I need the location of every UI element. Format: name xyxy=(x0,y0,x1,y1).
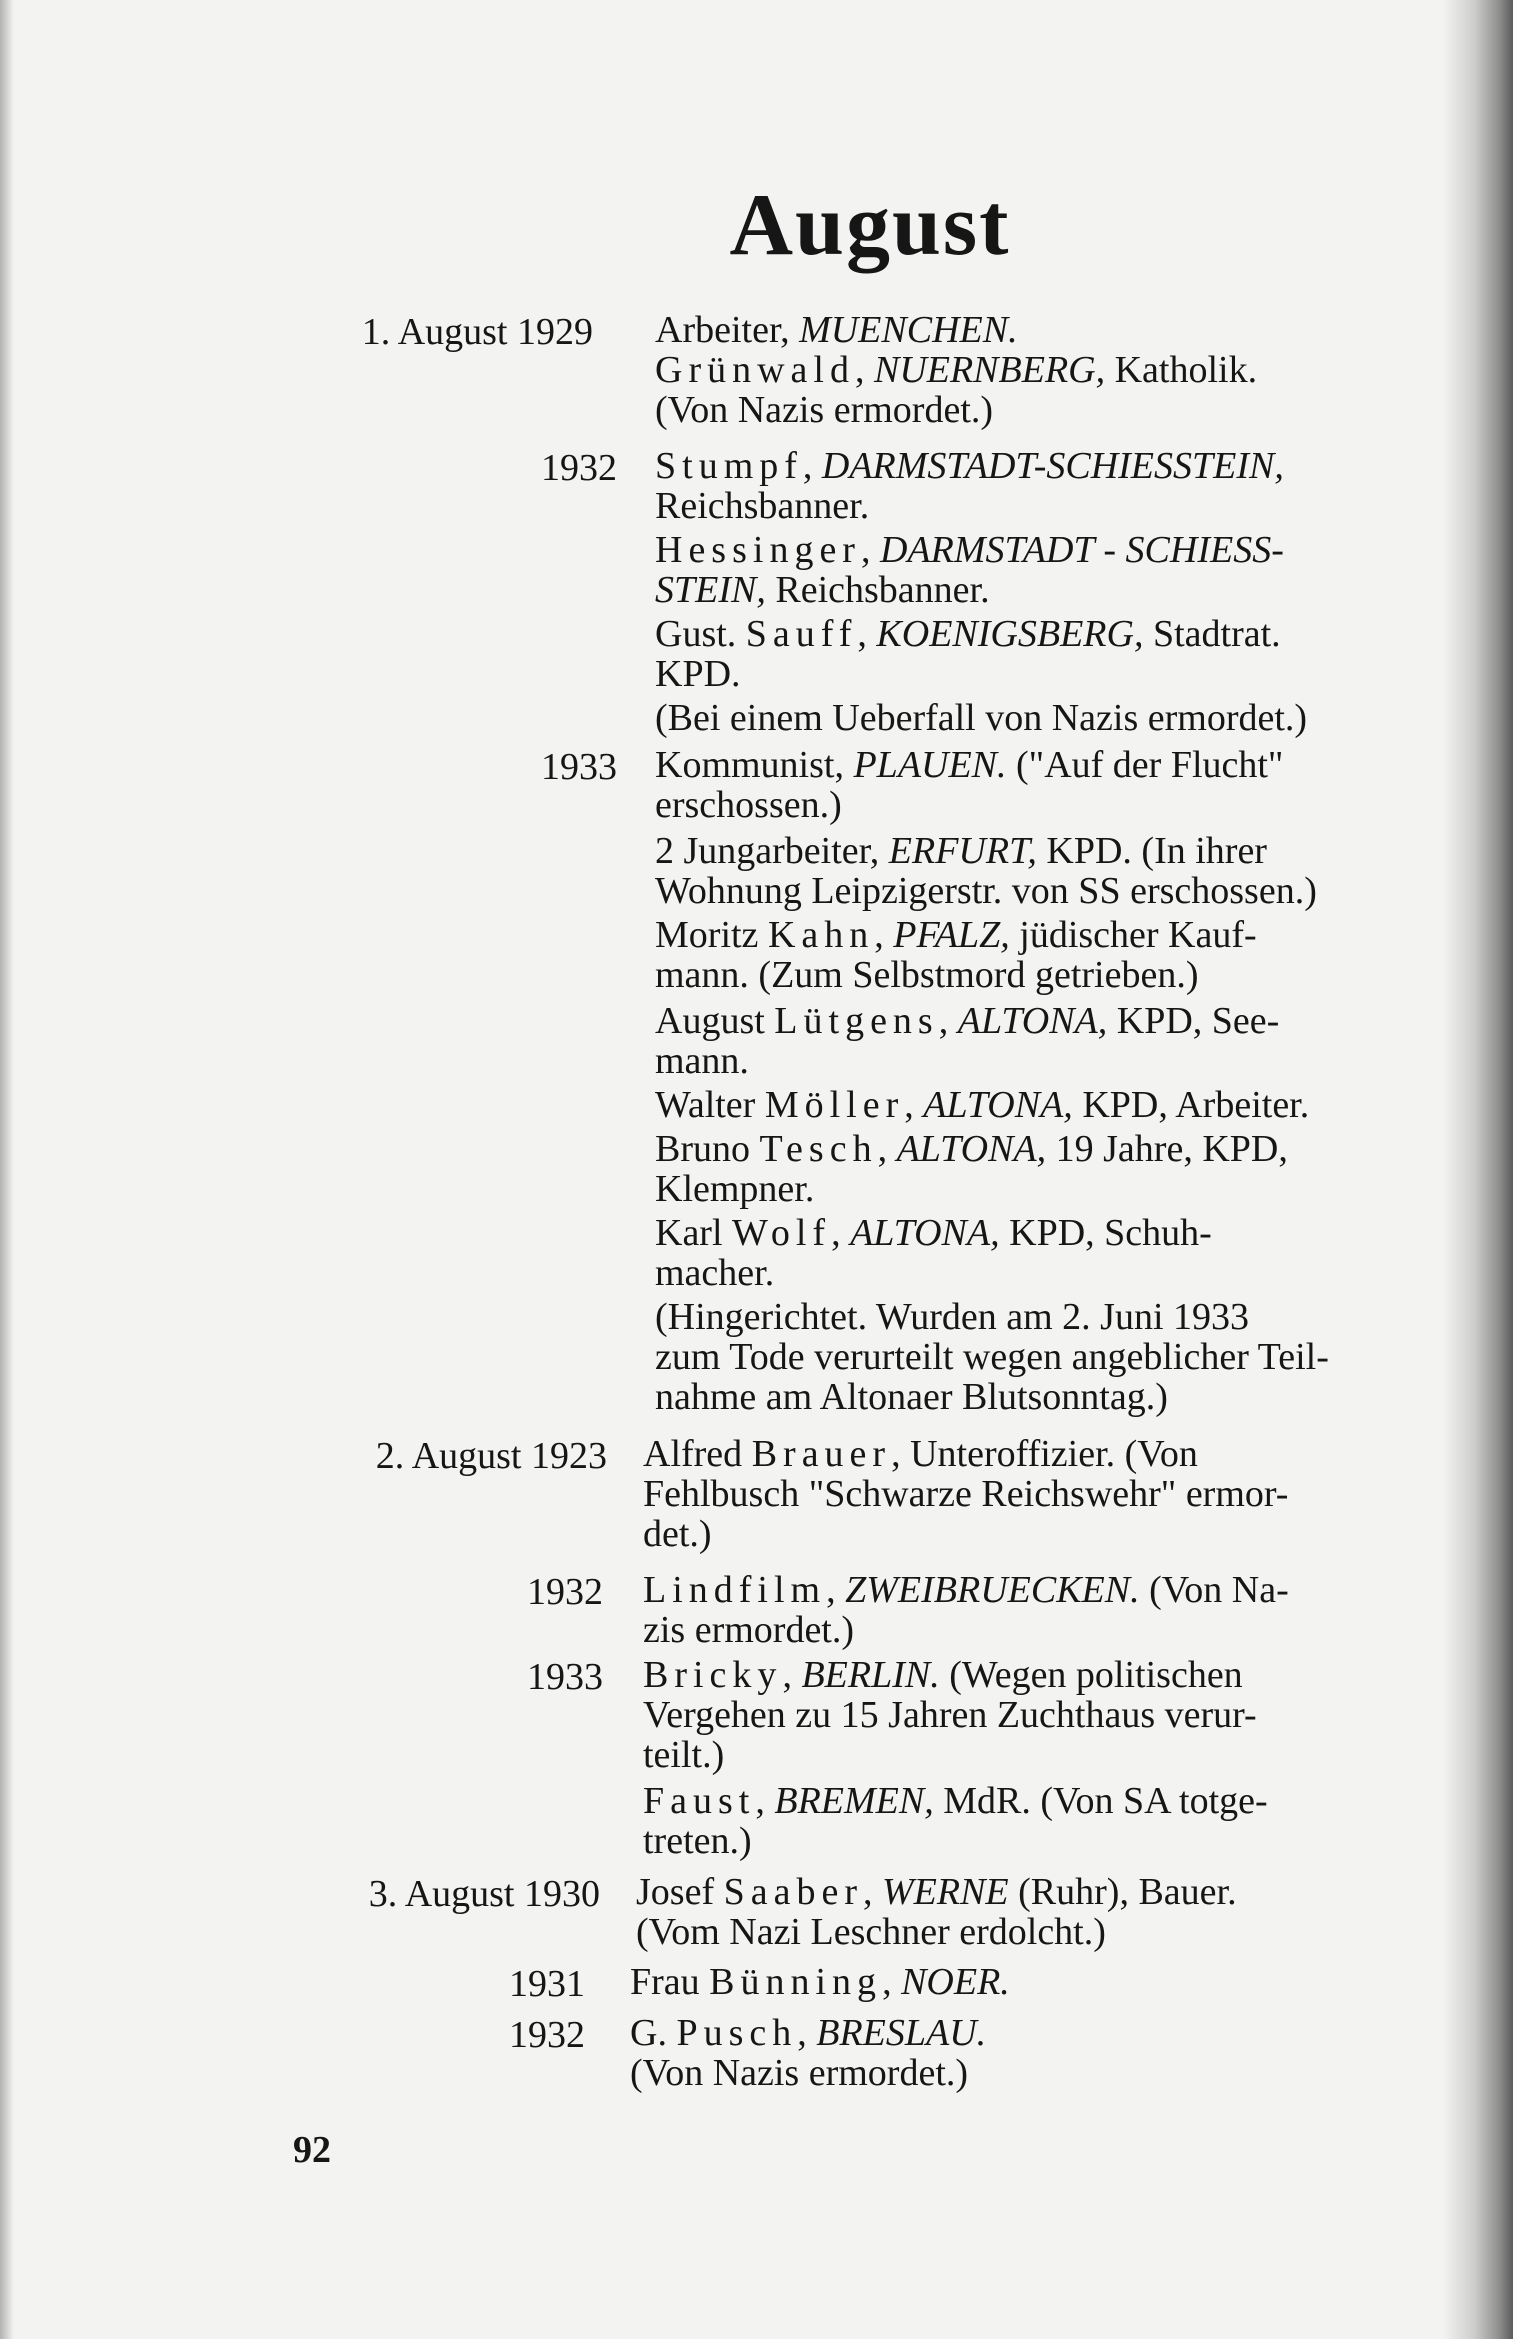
date-year-1933: 1933 xyxy=(541,746,617,788)
date-year-1932: 1932 xyxy=(527,1571,603,1613)
entry-1931: Frau Bünning, NOER. xyxy=(630,1961,1010,2003)
entry-1932: Stumpf, DARMSTADT-SCHIESSTEIN, Reichsbanner. Hessinger, DARMSTADT - SCHIESS- STEIN, Reichsbanner. Gust. Sauff, KOENIGSBERG, Stadtrat. KPD. (Bei einem Ueberfall von Nazis ermordet.) xyxy=(655,445,1308,739)
date-year-1932: 1932 xyxy=(541,447,617,489)
date-3-august-1930: 3. August 1930 xyxy=(368,1873,600,1915)
page-number: 92 xyxy=(293,2129,331,2171)
page-title: August xyxy=(729,177,1011,274)
date-year-1933: 1933 xyxy=(527,1656,603,1698)
entry-1932-b: Lindfilm, ZWEIBRUECKEN. (Von Na- zis ermordet.) xyxy=(643,1569,1289,1651)
date-year-1931: 1931 xyxy=(509,1963,585,2005)
entry-1932-c: G. Pusch, BRESLAU. (Von Nazis ermordet.) xyxy=(630,2012,987,2094)
entry-1923: Alfred Brauer, Unteroffizier. (Von Fehlbusch "Schwarze Reichswehr" ermor- det.) xyxy=(643,1433,1289,1555)
date-1-august-1929: 1. August 1929 xyxy=(361,311,593,353)
page-edge-shadow-right xyxy=(1443,0,1513,2339)
entry-1933: Kommunist, PLAUEN. ("Auf der Flucht" erschossen.) 2 Jungarbeiter, ERFURT, KPD. (In ihrer Wohnung Leipzigerstr. von SS erschossen.) Moritz Kahn, PFALZ, jüdischer Kauf- mann. (Zum Selbstmord getrieben.) August Lütgens, ALTONA, KPD, See- mann. Walter Möller, ALTONA, KPD, Arbeiter. Bruno Tesch, ALTONA, 19 Jahre, KPD, Klempner. Karl Wolf, ALTONA, KPD, Schuh- macher. (Hingerichtet. Wurden am 2. Juni 1933 zum Tode verurteilt wegen angeblicher Teil- nahme am Altonaer Blutsonntag.) xyxy=(655,744,1329,1418)
date-2-august-1923: 2. August 1923 xyxy=(375,1435,607,1477)
date-year-1932: 1932 xyxy=(509,2014,585,2056)
entry-1929: Arbeiter, MUENCHEN. Grünwald, NUERNBERG, Katholik. (Von Nazis ermordet.) xyxy=(655,309,1258,431)
page-edge-shadow-left xyxy=(0,0,14,2339)
entry-1930: Josef Saaber, WERNE (Ruhr), Bauer. (Vom Nazi Leschner erdolcht.) xyxy=(636,1871,1237,1953)
entry-1933-b: Bricky, BERLIN. (Wegen politischen Vergehen zu 15 Jahren Zuchthaus verur- teilt.) Faust, BREMEN, MdR. (Von SA totge- treten.) xyxy=(643,1654,1268,1862)
